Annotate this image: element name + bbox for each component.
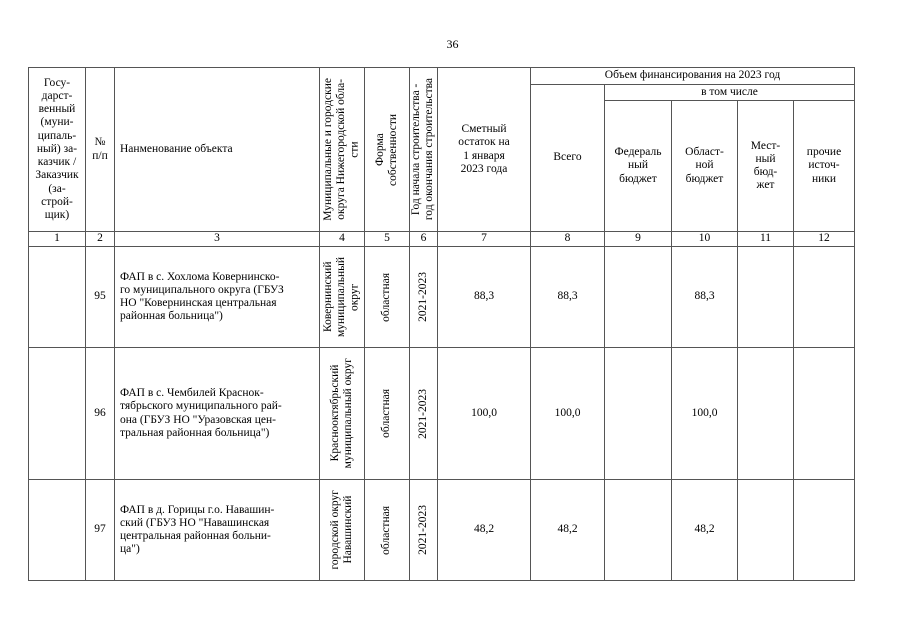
header-federal: Федераль ный бюджет [605,101,672,232]
table-row [29,480,855,581]
column-number: 1 [29,232,86,247]
customer-cell [29,348,86,480]
column-number: 4 [320,232,365,247]
column-number-row [29,232,855,247]
header-total: Всего [531,85,605,232]
object-name: ФАП в д. Горицы г.о. Навашин- ский (ГБУЗ НО "Навашинская центральная районная больни- ца") [115,480,320,581]
local-cell [738,348,794,480]
total-cell: 48,2 [531,480,605,581]
header-name: Нанменование объекта [115,68,320,232]
row-number: 96 [86,348,115,480]
column-number: 6 [410,232,438,247]
municipality-cell: городской округ Навашинский [320,480,365,581]
other-cell [794,480,855,581]
header-local: Мест- ный бюд- жет [738,101,794,232]
local-cell [738,480,794,581]
estimate-cell: 48,2 [438,480,531,581]
column-number: 3 [115,232,320,247]
column-number: 10 [672,232,738,247]
header-ownership: Форма собственности [365,68,410,232]
ownership-cell: областная [365,348,410,480]
customer-cell [29,247,86,348]
years-cell: 2021-2023 [410,348,438,480]
column-number: 11 [738,232,794,247]
federal-cell [605,480,672,581]
other-cell [794,348,855,480]
column-number: 9 [605,232,672,247]
column-number: 2 [86,232,115,247]
header-other: прочие источ- ники [794,101,855,232]
ownership-cell: областная [365,480,410,581]
header-years: Год начала строительства - год окончания строительства [410,68,438,232]
years-cell: 2021-2023 [410,247,438,348]
other-cell [794,247,855,348]
years-cell: 2021-2023 [410,480,438,581]
customer-cell [29,480,86,581]
estimate-cell: 100,0 [438,348,531,480]
header-regional: Област- ной бюджет [672,101,738,232]
total-cell: 88,3 [531,247,605,348]
total-cell: 100,0 [531,348,605,480]
object-name: ФАП в с. Чембилей Краснок- тябрьского муниципального рай- она (ГБУЗ НО "Уразовская цен- тральная районная больница") [115,348,320,480]
municipality-cell: Краснооктябрьский муниципальный округ [320,348,365,480]
local-cell [738,247,794,348]
investment-table [28,67,855,581]
federal-cell [605,247,672,348]
row-number: 97 [86,480,115,581]
column-number: 12 [794,232,855,247]
table-row [29,247,855,348]
table-row [29,348,855,480]
header-customer: Госу- дарст- венный (муни- ципаль- ный) за- казчик / Заказчик (за- строй- щик) [29,68,86,232]
column-number: 7 [438,232,531,247]
header-num: № п/п [86,68,115,232]
regional-cell: 48,2 [672,480,738,581]
regional-cell: 88,3 [672,247,738,348]
object-name: ФАП в с. Хохлома Ковернинско- го муниципального округа (ГБУЗ НО "Ковернинская центральная районная больница") [115,247,320,348]
header-including: в том числе [605,85,855,101]
header-funding-group: Объем финансирования на 2023 год [531,68,855,85]
header-estimate: Сметный остаток на 1 января 2023 года [438,68,531,232]
regional-cell: 100,0 [672,348,738,480]
column-number: 5 [365,232,410,247]
ownership-cell: областная [365,247,410,348]
estimate-cell: 88,3 [438,247,531,348]
column-number: 8 [531,232,605,247]
federal-cell [605,348,672,480]
page-number: 36 [446,37,459,51]
municipality-cell: Ковернинский муниципальный округ [320,247,365,348]
header-municipality: Муниципальные и городские округа Нижегородской обла- сти [320,68,365,232]
row-number: 95 [86,247,115,348]
